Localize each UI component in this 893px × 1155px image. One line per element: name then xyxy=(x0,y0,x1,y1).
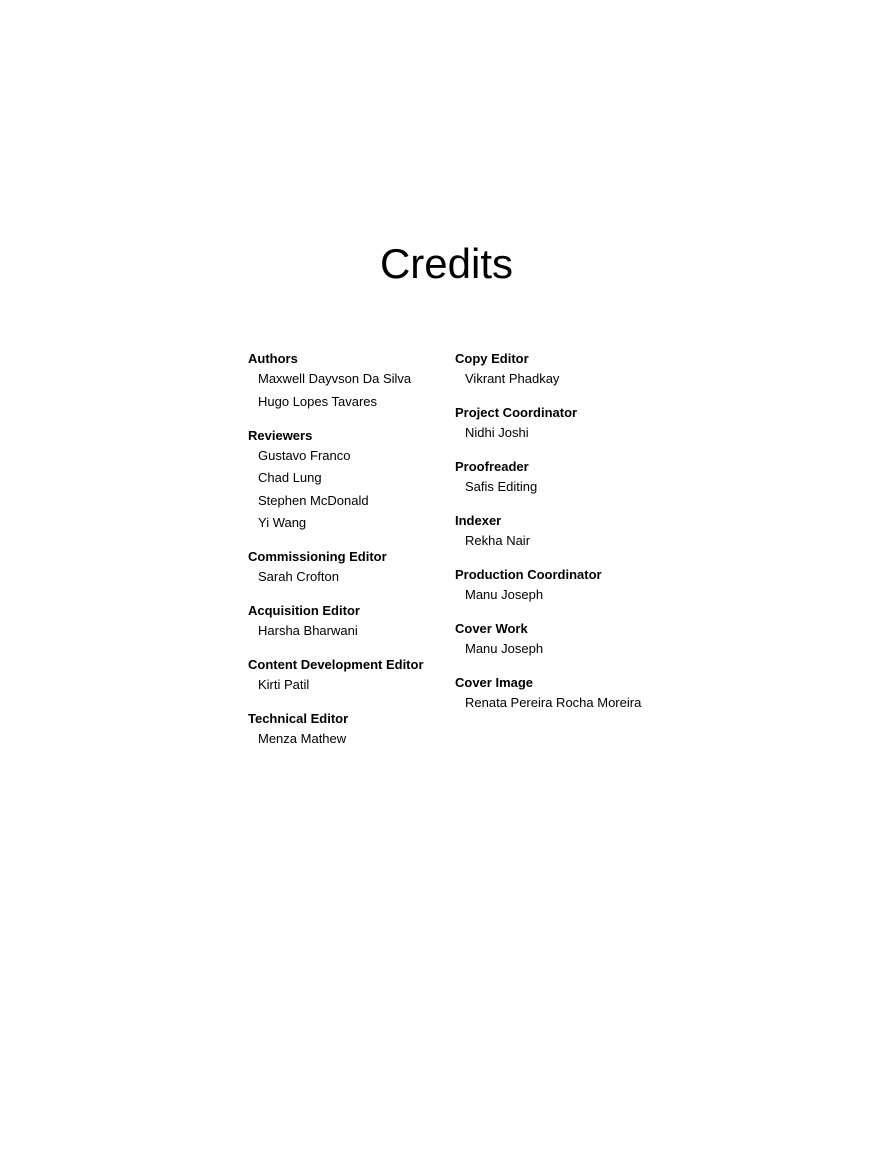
credit-section-acquisition-editor xyxy=(248,602,448,640)
credit-section-indexer xyxy=(455,512,695,550)
credit-name: Sarah Crofton xyxy=(258,569,339,584)
credit-role: Cover Work xyxy=(455,621,528,636)
credit-name: Safis Editing xyxy=(465,479,538,494)
credits-left-column xyxy=(248,350,448,764)
credit-section-authors xyxy=(248,350,448,411)
credit-name: Stephen McDonald xyxy=(258,492,369,508)
credit-role: Authors xyxy=(248,351,298,366)
credit-section-copy-editor xyxy=(455,350,695,388)
credit-role: Content Development Editor xyxy=(248,657,424,672)
credit-name: Harsha Bharwani xyxy=(258,623,358,638)
credit-name: Manu Joseph xyxy=(465,587,544,602)
credit-role: Proofreader xyxy=(455,459,529,474)
credit-name: Hugo Lopes Tavares xyxy=(258,393,378,409)
credits-right-column xyxy=(455,350,695,728)
credit-section-technical-editor xyxy=(248,710,448,748)
credit-name: Vikrant Phadkay xyxy=(465,371,560,386)
page-title: Credits xyxy=(379,240,514,287)
credit-section-content-development-editor xyxy=(248,656,448,694)
credit-name: Rekha Nair xyxy=(465,533,531,548)
credit-name: Yi Wang xyxy=(258,515,307,530)
credit-role: Acquisition Editor xyxy=(248,603,360,618)
credit-name: Renata Pereira Rocha Moreira xyxy=(465,695,642,710)
credit-role: Production Coordinator xyxy=(455,567,602,582)
credit-name: Kirti Patil xyxy=(258,677,310,692)
credit-role: Indexer xyxy=(455,513,502,528)
credit-name: Maxwell Dayvson Da Silva xyxy=(258,371,412,386)
credit-role: Cover Image xyxy=(455,675,534,690)
credit-section-commissioning-editor xyxy=(248,548,448,586)
credit-role: Reviewers xyxy=(248,427,313,443)
credit-role: Project Coordinator xyxy=(455,405,578,420)
credit-section-cover-image xyxy=(455,674,695,712)
credit-section-production-coordinator xyxy=(455,566,695,604)
credit-role: Technical Editor xyxy=(248,711,349,726)
credit-name: Chad Lung xyxy=(258,470,322,485)
credit-name: Gustavo Franco xyxy=(258,447,351,463)
credit-section-project-coordinator xyxy=(455,404,695,442)
credit-role: Commissioning Editor xyxy=(248,549,387,564)
credit-name: Nidhi Joshi xyxy=(465,425,529,440)
credit-section-proofreader xyxy=(455,458,695,496)
credit-name: Menza Mathew xyxy=(258,731,347,746)
credit-section-cover-work xyxy=(455,620,695,658)
credit-section-reviewers xyxy=(248,427,448,533)
credit-name: Manu Joseph xyxy=(465,641,544,656)
credit-role: Copy Editor xyxy=(455,351,529,366)
